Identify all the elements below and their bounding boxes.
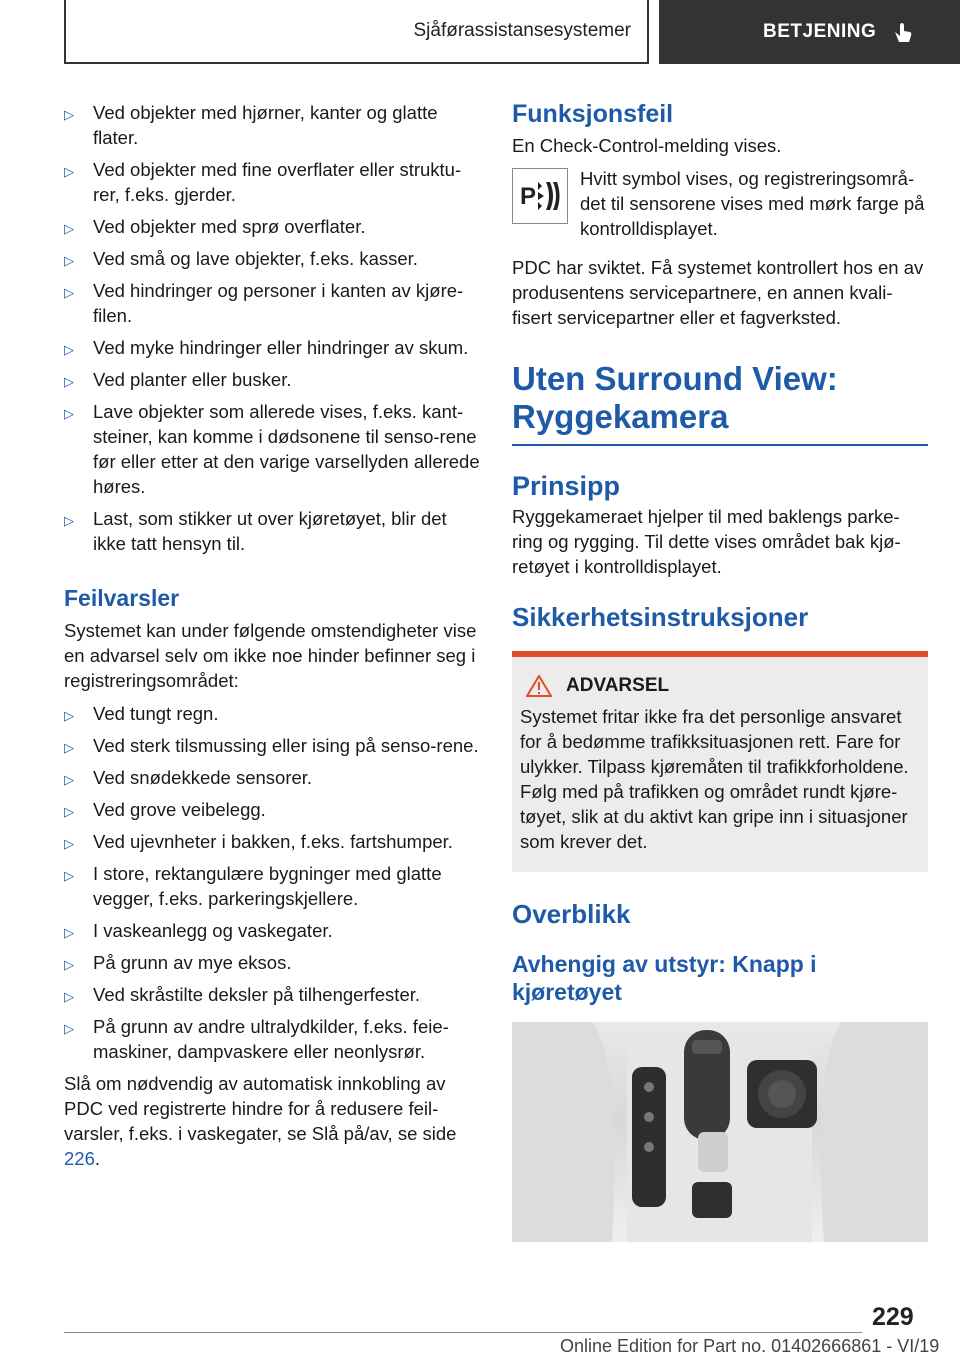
triangle-bullet-icon: ▷ [64,708,74,723]
header-section [64,0,649,64]
triangle-bullet-icon: ▷ [64,253,74,268]
list-item [64,950,482,975]
symbol-text: Hvitt symbol vises, og registreringsområ‐det til sensorene vises med mørk farge på kontrolldisplayet. [580,168,925,239]
list-item-text: Ved hindringer og personer i kanten av kjøre‐filen. [93,280,464,326]
list-item [64,861,482,911]
edition-text: Online Edition for Part no. 01402666861 - VI/19 [560,1336,940,1356]
header-chapter-title: BETJENING [763,21,877,42]
list-item [64,701,482,726]
overblikk-heading: Overblikk [512,899,631,929]
list-item-text: I vaskeanlegg og vaskegater. [93,920,333,941]
warning-label: ADVARSEL [566,675,670,696]
symbol-row [512,166,928,241]
list-item [64,765,482,790]
funksjonsfeil-text: En Check-Control-melding vises. [512,135,782,156]
left-column [64,100,482,1171]
list-item [64,982,482,1007]
list-item [64,367,482,392]
triangle-bullet-icon: ▷ [64,374,74,389]
list-item-text: Ved objekter med sprø overflater. [93,216,366,237]
list-item-text: På grunn av andre ultralydkilder, f.eks. feie‐maskiner, dampvaskere eller neonlysrør. [93,1016,449,1062]
list-item-text: Last, som stikker ut over kjøretøyet, blir det ikke tatt hensyn til. [93,508,447,554]
list-item-text: Ved objekter med hjørner, kanter og glatte flater. [93,102,438,148]
main-section-title: Uten Surround View: Ryggekamera [512,360,838,435]
feilvarsler-heading: Feilvarsler [64,585,180,611]
closing-paragraph [64,1071,482,1171]
list-item-text: Ved tungt regn. [93,703,219,724]
svg-text:P: P [520,183,537,210]
right-column [512,100,928,1242]
triangle-bullet-icon: ▷ [64,804,74,819]
triangle-bullet-icon: ▷ [64,925,74,940]
list-item [64,157,482,207]
list-item-text: Ved objekter med fine overflater eller struktu‐rer, f.eks. gjerder. [93,159,462,205]
list-item [64,1014,482,1064]
closing-text: Slå om nødvendig av automatisk innkobling av PDC ved registrerte hindre for å redusere feil‐varsler, f.eks. i vaskegater, se Slå på/av, se side [64,1073,457,1144]
triangle-bullet-icon: ▷ [64,513,74,528]
list-item [64,829,482,854]
triangle-bullet-icon: ▷ [64,957,74,972]
false-warning-list [64,701,482,1064]
list-item-text: På grunn av mye eksos. [93,952,292,973]
list-item-text: Ved snødekkede sensorer. [93,767,313,788]
list-item-text: Ved planter eller busker. [93,369,292,390]
funksjonsfeil-heading: Funksjonsfeil [512,100,674,128]
pdc-symbol-box [512,168,568,224]
list-item [64,246,482,271]
list-item [64,797,482,822]
list-item [64,335,482,360]
pdc-failure-text: PDC har sviktet. Få systemet kontrollert hos en av produsentens servicepartnere, en annen kvali‐fisert servicepartner eller et fagverksted. [512,257,924,328]
triangle-bullet-icon: ▷ [64,1021,74,1036]
list-item [64,506,482,556]
triangle-bullet-icon: ▷ [64,740,74,755]
list-item [64,733,482,758]
triangle-bullet-icon: ▷ [64,868,74,883]
triangle-bullet-icon: ▷ [64,285,74,300]
list-item [64,278,482,328]
triangle-bullet-icon: ▷ [64,342,74,357]
triangle-bullet-icon: ▷ [64,836,74,851]
triangle-bullet-icon: ▷ [64,107,74,122]
header-chapter [659,0,960,64]
limitation-list [64,100,482,556]
triangle-bullet-icon: ▷ [64,989,74,1004]
header-section-title: Sjåførassistansesystemer [413,20,631,41]
triangle-bullet-icon: ▷ [64,221,74,236]
list-item [64,214,482,239]
prinsipp-heading: Prinsipp [512,471,621,501]
footer-rule [64,1332,862,1333]
title-rule [512,444,928,446]
list-item-text: Ved små og lave objekter, f.eks. kasser. [93,248,418,269]
list-item [64,918,482,943]
console-illustration [512,1022,928,1242]
warning-box [512,651,928,872]
list-item-text: Ved myke hindringer eller hindringer av skum. [93,337,469,358]
center-console-photo [512,1022,928,1242]
warning-title [526,673,920,698]
list-item-text: Ved ujevnheter i bakken, f.eks. fartshumper. [93,831,453,852]
list-item-text: Ved skråstilte deksler på tilhengerfester. [93,984,421,1005]
list-item [64,100,482,150]
page-link[interactable]: 226 [64,1148,95,1169]
triangle-bullet-icon: ▷ [64,772,74,787]
triangle-bullet-icon: ▷ [64,406,74,421]
avhengig-heading: Avhengig av utstyr: Knapp i kjøretøyet [512,951,817,1005]
list-item [64,399,482,499]
feilvarsler-text: Systemet kan under følgende omstendigheter vise en advarsel selv om ikke noe hinder befinner seg i registreringsområdet: [64,620,477,691]
warning-text: Systemet fritar ikke fra det personlige ansvaret for å bedømme trafikksituasjonen rett. Fare for ulykker. Tilpass kjøremåten til trafikkforholdene. Følg med på trafikken og området rundt kjøre‐tøyet, slik at du aktivt kan gripe inn i situasjoner som krever det. [520,706,909,852]
list-item-text: I store, rektangulære bygninger med glatte vegger, f.eks. parkeringskjellere. [93,863,442,909]
list-item-text: Ved sterk tilsmussing eller ising på senso‐rene. [93,735,479,756]
warning-triangle-icon [526,675,552,697]
page-number: 229 [872,1303,914,1331]
sikkerhet-heading: Sikkerhetsinstruksjoner [512,602,809,632]
triangle-bullet-icon: ▷ [64,164,74,179]
list-item-text: Ved grove veibelegg. [93,799,266,820]
pdc-warning-icon [518,178,562,214]
closing-end: . [94,1148,101,1169]
hand-pointer-icon [892,20,914,44]
list-item-text: Lave objekter som allerede vises, f.eks. kant‐steiner, kan komme i dødsonene til senso‐rene før eller etter at den varige varsellyden allerede høres. [93,401,480,497]
prinsipp-text: Ryggekameraet hjelper til med baklengs parke‐ring og rygging. Til dette vises området bak kjø‐retøyet i kontrolldisplayet. [512,506,901,577]
